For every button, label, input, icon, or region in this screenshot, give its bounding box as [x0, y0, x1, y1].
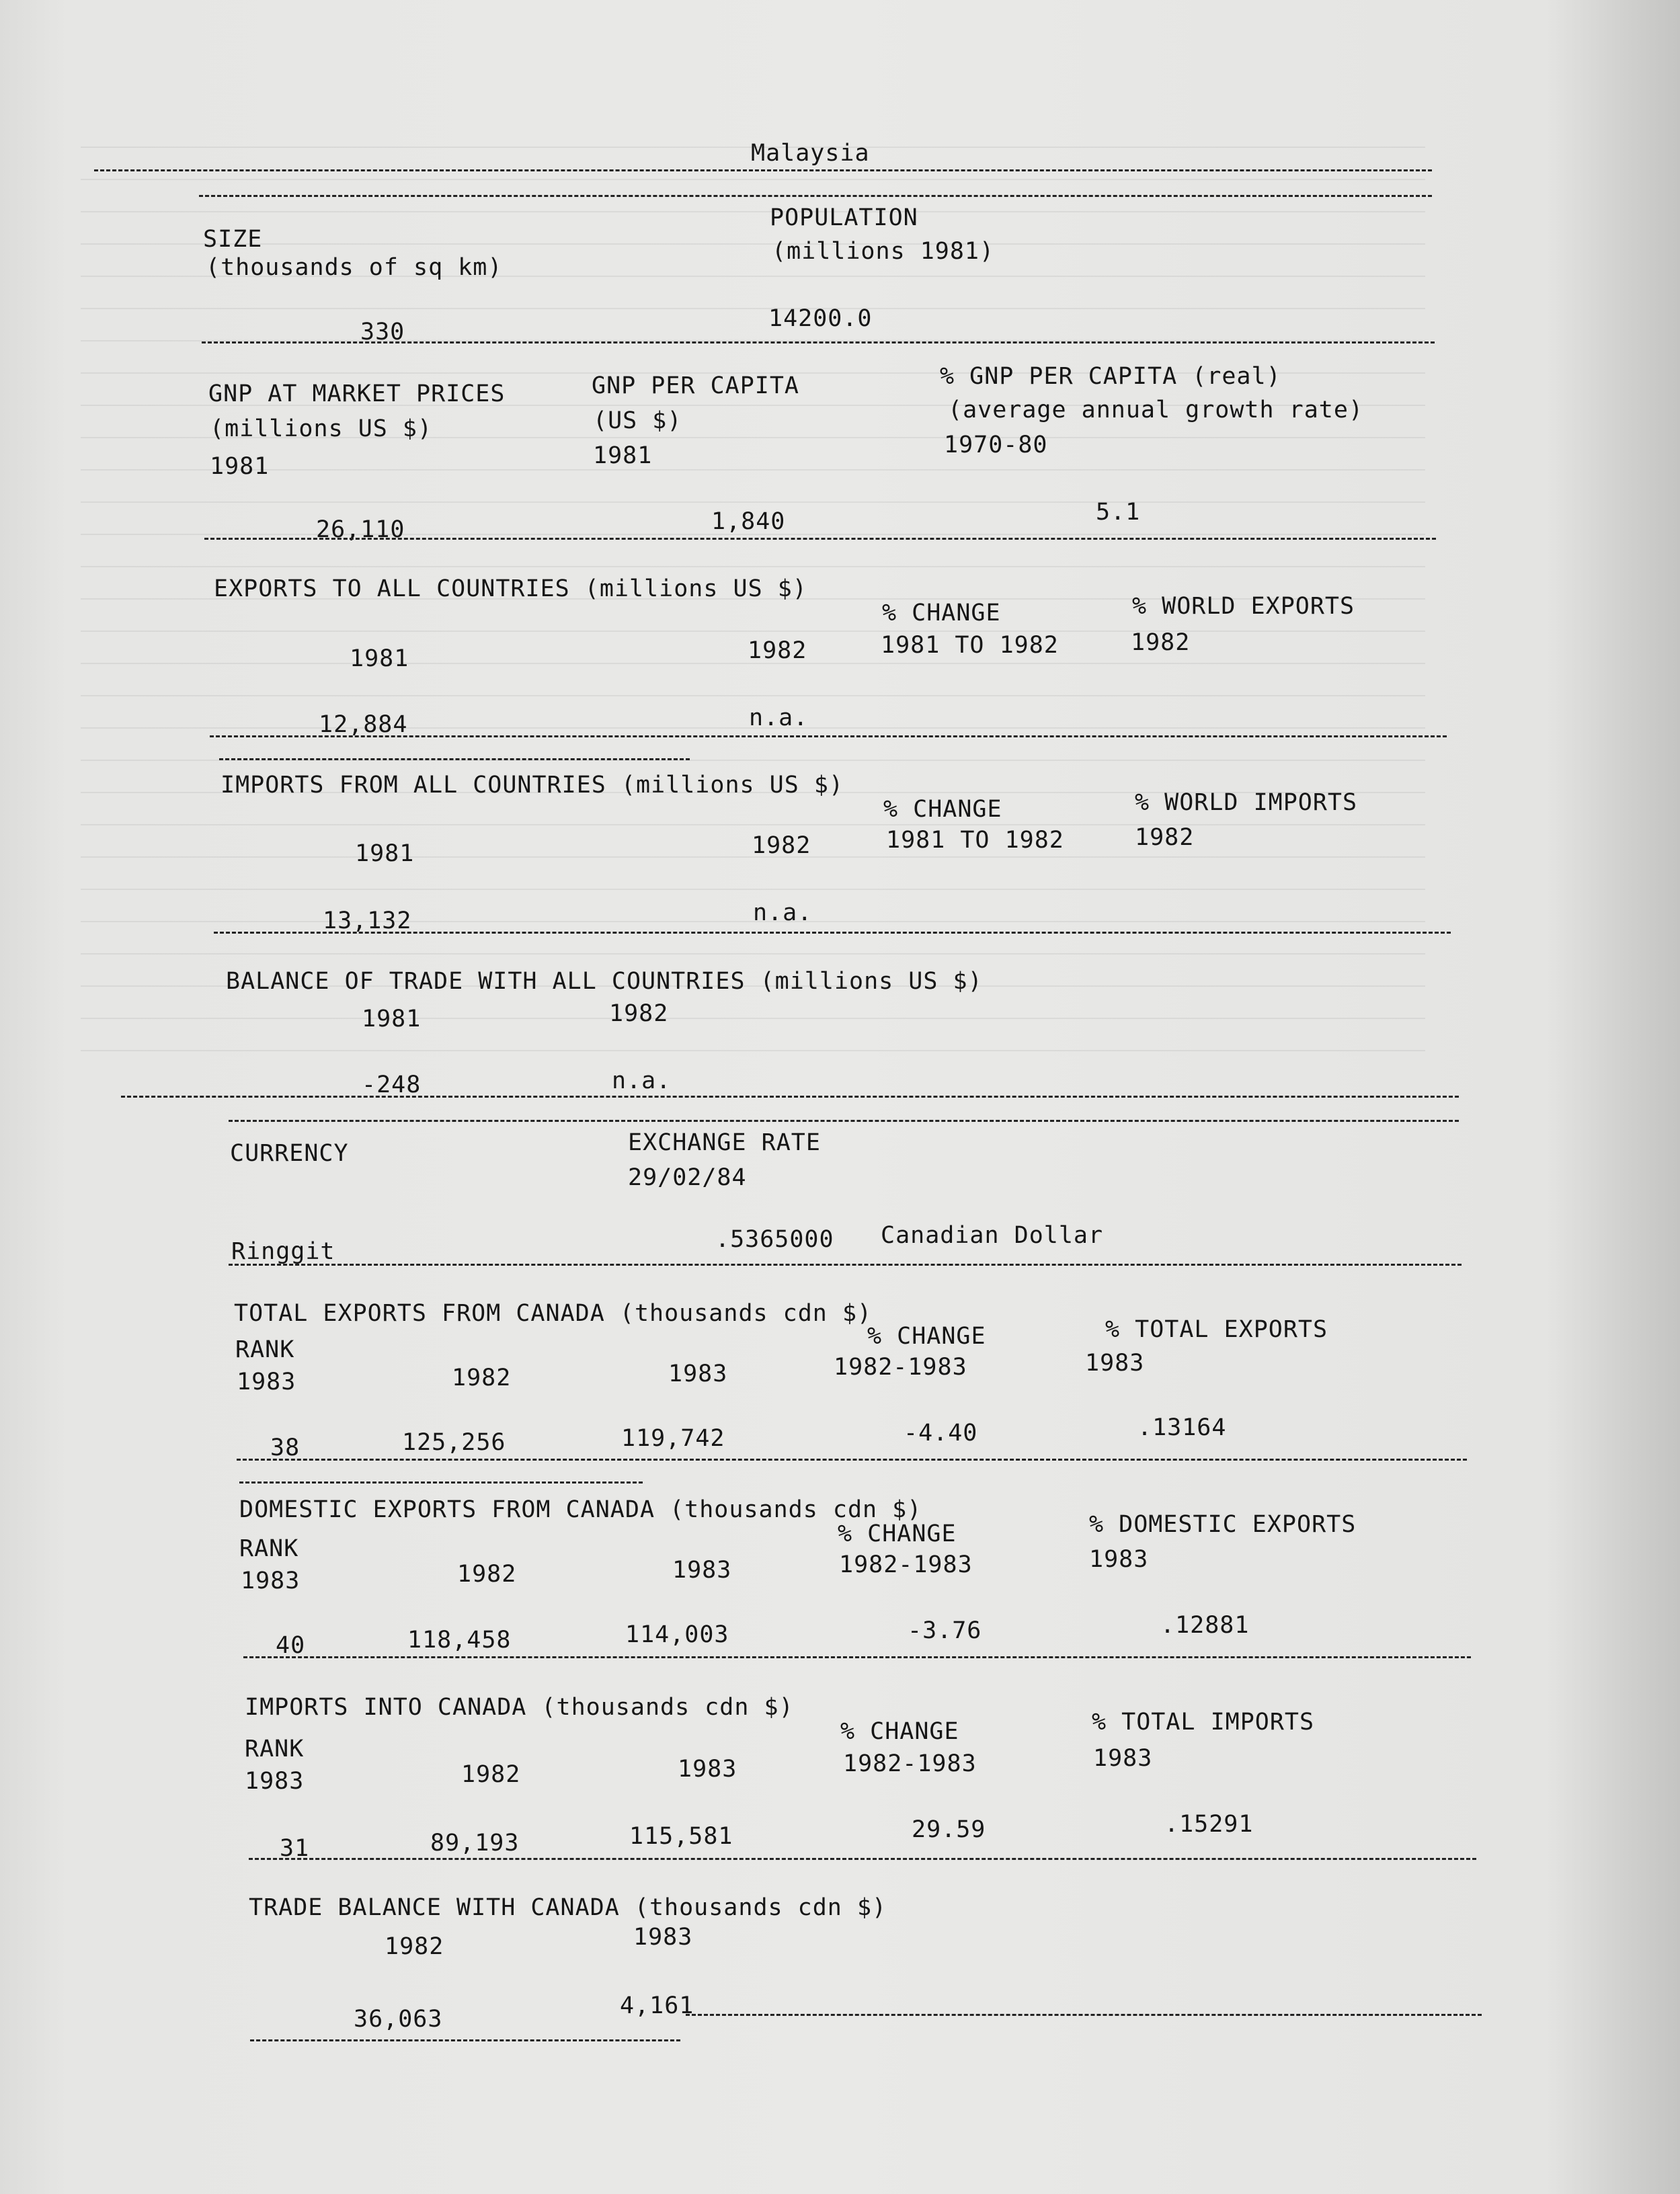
gnp-capita-units: (US $) — [593, 407, 682, 434]
imports-all-change-years: 1981 TO 1982 — [886, 827, 1064, 854]
gnp-capita-year: 1981 — [593, 442, 653, 469]
imports-canada-share-label: % TOTAL IMPORTS — [1092, 1709, 1315, 1736]
exports-all-change-label: % CHANGE — [882, 600, 1001, 626]
imports-canada-change: 29.59 — [912, 1816, 986, 1843]
exchange-rate-unit: Canadian Dollar — [881, 1222, 1104, 1249]
population-value: 14200.0 — [768, 305, 873, 332]
total-exports-col-1982: 1982 — [452, 1365, 512, 1391]
rule-8 — [229, 1120, 1459, 1122]
domestic-exports-v1983: 114,003 — [625, 1621, 729, 1648]
gnp-market-year: 1981 — [210, 453, 270, 480]
total-exports-share-year: 1983 — [1085, 1350, 1145, 1377]
balance-all-v1981: -248 — [362, 1071, 422, 1098]
exports-all-change-years: 1981 TO 1982 — [881, 632, 1059, 659]
rule-14 — [250, 2039, 680, 2041]
rule-12 — [249, 1858, 1476, 1860]
gnp-capita-label: GNP PER CAPITA — [592, 372, 800, 399]
gnp-market-label: GNP AT MARKET PRICES — [208, 380, 506, 407]
exchange-rate-value: .5365000 — [715, 1226, 834, 1253]
domestic-exports-share-year: 1983 — [1089, 1546, 1149, 1573]
domestic-exports-change-label: % CHANGE — [838, 1520, 957, 1547]
domestic-exports-label: DOMESTIC EXPORTS FROM CANADA (thousands cdn $) — [239, 1496, 922, 1523]
imports-all-share-year: 1982 — [1135, 824, 1195, 851]
currency-name: Ringgit — [231, 1238, 335, 1265]
exchange-rate-label: EXCHANGE RATE — [628, 1129, 821, 1156]
total-exports-rank: 38 — [270, 1434, 301, 1461]
gnp-market-units: (millions US $) — [210, 415, 433, 442]
rule-13 — [686, 2014, 1482, 2016]
rule-3 — [202, 341, 1435, 343]
imports-canada-rank-label: RANK — [245, 1736, 305, 1762]
page-title: Malaysia — [751, 140, 870, 167]
trade-balance-col-1982: 1982 — [385, 1933, 444, 1960]
gnp-capita-value: 1,840 — [711, 508, 786, 535]
rule-11 — [243, 1656, 1471, 1658]
gnp-growth-label: % GNP PER CAPITA (real) — [940, 363, 1281, 390]
imports-all-share-label: % WORLD IMPORTS — [1135, 789, 1358, 816]
imports-all-col-1981: 1981 — [355, 840, 415, 867]
gnp-market-value: 26,110 — [316, 516, 405, 543]
imports-canada-change-label: % CHANGE — [840, 1718, 959, 1745]
total-exports-share-label: % TOTAL EXPORTS — [1105, 1316, 1328, 1343]
imports-canada-col-1983: 1983 — [678, 1756, 737, 1783]
imports-canada-share: .15291 — [1164, 1811, 1254, 1838]
domestic-exports-rank-year: 1983 — [241, 1568, 301, 1594]
rule-9 — [229, 1264, 1462, 1266]
exports-all-v1981: 12,884 — [319, 711, 408, 738]
rule-2 — [199, 195, 1432, 197]
gnp-growth-units: (average annual growth rate) — [948, 397, 1364, 423]
domestic-exports-col-1982: 1982 — [457, 1561, 517, 1588]
size-label: SIZE — [203, 226, 263, 253]
imports-canada-rank: 31 — [280, 1835, 310, 1862]
balance-all-v1982: n.a. — [612, 1067, 672, 1094]
population-label: POPULATION — [770, 204, 918, 231]
total-exports-change-years: 1982-1983 — [834, 1354, 967, 1381]
total-exports-col-1983: 1983 — [668, 1360, 728, 1387]
imports-all-change-label: % CHANGE — [883, 796, 1002, 823]
imports-all-col-1982: 1982 — [752, 832, 811, 859]
exports-all-col-1982: 1982 — [748, 637, 807, 664]
rule-10b — [239, 1481, 643, 1484]
domestic-exports-col-1983: 1983 — [672, 1557, 732, 1584]
rule-4 — [204, 538, 1436, 540]
exports-all-share-year: 1982 — [1131, 629, 1191, 656]
imports-canada-col-1982: 1982 — [461, 1761, 521, 1788]
imports-canada-v1982: 89,193 — [430, 1830, 520, 1857]
trade-balance-v1983: 4,161 — [620, 1992, 694, 2019]
imports-canada-rank-year: 1983 — [245, 1768, 305, 1795]
domestic-exports-v1982: 118,458 — [407, 1627, 512, 1654]
exports-all-label: EXPORTS TO ALL COUNTRIES (millions US $) — [214, 575, 807, 602]
total-exports-change-label: % CHANGE — [867, 1323, 986, 1350]
total-exports-v1982: 125,256 — [402, 1429, 506, 1456]
imports-canada-v1983: 115,581 — [629, 1823, 733, 1850]
rule-5b — [219, 758, 690, 760]
domestic-exports-rank: 40 — [276, 1632, 306, 1659]
exports-all-share-label: % WORLD EXPORTS — [1132, 593, 1355, 620]
domestic-exports-change-years: 1982-1983 — [839, 1551, 973, 1578]
trade-balance-label: TRADE BALANCE WITH CANADA (thousands cdn $) — [249, 1894, 887, 1921]
imports-canada-share-year: 1983 — [1093, 1745, 1153, 1772]
balance-all-col-1982: 1982 — [609, 1000, 669, 1027]
domestic-exports-rank-label: RANK — [239, 1535, 299, 1562]
exports-all-col-1981: 1981 — [350, 645, 409, 672]
trade-balance-col-1983: 1983 — [633, 1924, 693, 1951]
total-exports-v1983: 119,742 — [621, 1425, 725, 1452]
total-exports-share: .13164 — [1137, 1414, 1227, 1441]
currency-label: CURRENCY — [230, 1140, 349, 1167]
domestic-exports-change: -3.76 — [908, 1617, 982, 1644]
domestic-exports-share-label: % DOMESTIC EXPORTS — [1089, 1511, 1357, 1538]
balance-all-label: BALANCE OF TRADE WITH ALL COUNTRIES (millions US $) — [226, 968, 983, 995]
imports-canada-label: IMPORTS INTO CANADA (thousands cdn $) — [245, 1694, 794, 1721]
rule-7 — [121, 1096, 1459, 1098]
rule-1 — [94, 169, 1432, 171]
size-value: 330 — [360, 319, 405, 346]
gnp-growth-value: 5.1 — [1096, 499, 1141, 526]
total-exports-rank-year: 1983 — [237, 1369, 296, 1395]
exchange-rate-date: 29/02/84 — [628, 1164, 747, 1191]
size-units: (thousands of sq km) — [206, 254, 503, 281]
imports-all-v1982: n.a. — [753, 899, 813, 926]
domestic-exports-share: .12881 — [1160, 1612, 1250, 1639]
population-units: (millions 1981) — [772, 238, 995, 265]
gnp-growth-years: 1970-80 — [944, 432, 1048, 458]
rule-10 — [237, 1459, 1467, 1461]
exports-all-v1982: n.a. — [749, 704, 809, 731]
total-exports-change: -4.40 — [904, 1420, 978, 1447]
imports-all-label: IMPORTS FROM ALL COUNTRIES (millions US $) — [221, 772, 844, 799]
total-exports-label: TOTAL EXPORTS FROM CANADA (thousands cdn $) — [234, 1300, 873, 1327]
imports-canada-change-years: 1982-1983 — [843, 1750, 977, 1777]
trade-balance-v1982: 36,063 — [354, 2006, 443, 2033]
rule-6 — [214, 932, 1451, 934]
imports-all-v1981: 13,132 — [323, 907, 412, 934]
total-exports-rank-label: RANK — [235, 1336, 295, 1363]
balance-all-col-1981: 1981 — [362, 1006, 422, 1032]
rule-5 — [210, 735, 1447, 737]
